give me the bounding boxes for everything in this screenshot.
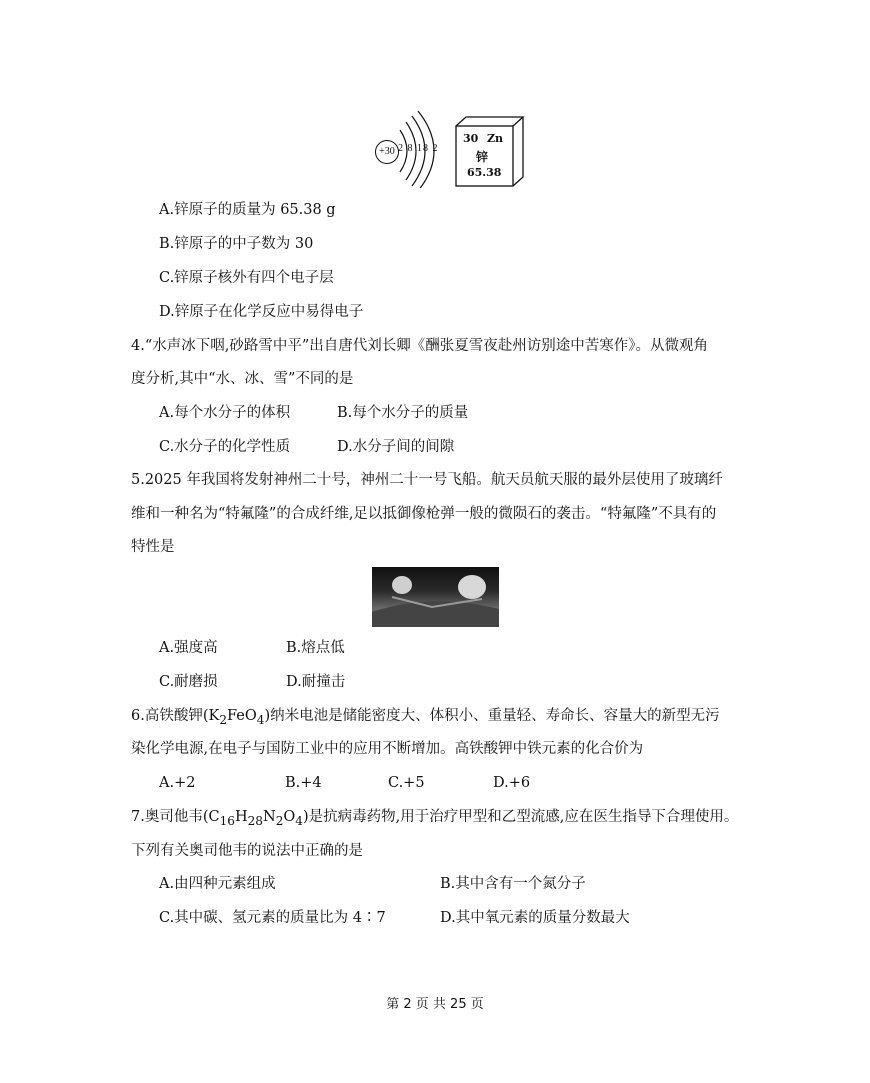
q5-stem-line2: 维和一种名为“特氟隆”的合成纤维,足以抵御像枪弹一般的微陨石的袭击。“特氟隆”不具有的 [131, 506, 717, 522]
element-atomic-mass: 65.38 [467, 166, 502, 179]
q4-stem-line2: 度分析,其中“水、冰、雪”不同的是 [131, 371, 354, 387]
q7-text-h: H [234, 809, 248, 825]
q7-text-n: N [263, 809, 276, 825]
q6-option-b: B.+4 [285, 775, 322, 791]
q5-stem-line1: 5.2025 年我国将发射神州二十号，神州二十一号飞船。航天员航天服的最外层使用了玻璃纤 [131, 472, 723, 488]
periodic-table-cell [455, 116, 517, 178]
q7-option-d: D.其中氧元素的质量分数最大 [440, 910, 630, 926]
q7-stem-line2: 下列有关奥司他韦的说法中正确的是 [131, 843, 363, 859]
page-footer: 第 2 页 共 25 页 [386, 997, 484, 1012]
q5-option-c: C.耐磨损 [159, 674, 218, 690]
zinc-figure [370, 108, 530, 188]
q6-option-a: A.+2 [159, 775, 196, 791]
q6-option-d: D.+6 [493, 775, 531, 791]
astronaut-silhouette [372, 567, 499, 627]
q7-text-suffix: )是抗病毒药物,用于治疗甲型和乙型流感,应在医生指导下合理使用。 [302, 809, 739, 825]
q6-subscript-k: 2 [219, 712, 228, 727]
q5-option-d: D.耐撞击 [286, 674, 346, 690]
q5-stem-line3: 特性是 [131, 539, 175, 555]
q7-subscript-h: 28 [247, 813, 263, 828]
q7-subscript-o: 4 [295, 813, 303, 828]
q6-text-suffix: )纳米电池是储能密度大、体积小、重量轻、寿命长、容量大的新型无污 [264, 708, 720, 724]
spacesuit-photo [372, 567, 499, 627]
q3-option-a: A.锌原子的质量为 65.38 g [159, 202, 336, 218]
q5-option-b: B.熔点低 [286, 640, 345, 656]
q7-option-c: C.其中碳、氢元素的质量比为 4∶7 [159, 910, 386, 926]
q7-text-prefix: 7.奥司他韦(C [131, 809, 220, 825]
q3-option-d: D.锌原子在化学反应中易得电子 [159, 304, 364, 320]
q4-option-a: A.每个水分子的体积 [159, 405, 291, 421]
q5-option-a: A.强度高 [159, 640, 218, 656]
q7-text-o: O [283, 809, 296, 825]
q4-option-c: C.水分子的化学性质 [159, 439, 291, 455]
atom-shell-electrons: 2 8 18 2 [398, 143, 439, 154]
q3-option-c: C.锌原子核外有四个电子层 [159, 270, 334, 286]
atom-nucleus: +30 [375, 140, 399, 164]
q6-text-prefix: 6.高铁酸钾(K [131, 708, 220, 724]
q4-option-b: B.每个水分子的质量 [337, 405, 469, 421]
q4-stem-line1: 4.“水声冰下咽,砂路雪中平”出自唐代刘长卿《酬张夏雪夜赴州访别途中苦寒作》。从微观角 [131, 338, 709, 354]
q4-option-d: D.水分子间的间隙 [337, 439, 455, 455]
zinc-atom-diagram [370, 108, 440, 188]
q7-stem-line1 [131, 807, 738, 831]
q6-stem-line2: 染化学电源,在电子与国防工业中的应用不断增加。高铁酸钾中铁元素的化合价为 [131, 741, 644, 757]
q6-stem-line1 [131, 706, 720, 730]
element-atomic-number: 30 [463, 132, 479, 145]
q6-text-feo: FeO [227, 708, 257, 724]
element-name: 锌 [476, 150, 489, 164]
element-symbol: Zn [487, 132, 504, 145]
q7-subscript-c: 16 [219, 813, 235, 828]
q6-subscript-o: 4 [256, 712, 265, 727]
q7-option-b: B.其中含有一个氮分子 [440, 876, 586, 892]
q7-subscript-n: 2 [275, 813, 284, 828]
q6-option-c: C.+5 [388, 775, 425, 791]
q7-option-a: A.由四种元素组成 [159, 876, 276, 892]
q3-option-b: B.锌原子的中子数为 30 [159, 236, 314, 252]
